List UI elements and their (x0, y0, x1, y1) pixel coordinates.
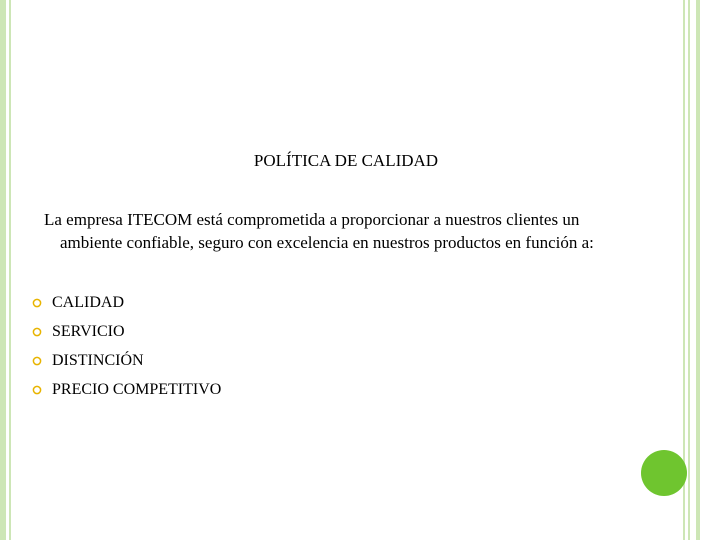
right-border-thin-2 (688, 0, 690, 540)
right-border-thin (683, 0, 685, 540)
paragraph-line-2: ambiente confiable, seguro con excelencia en nuestros productos en función a: (60, 233, 594, 252)
ring-bullet-icon (28, 380, 48, 400)
ring-bullet-icon (28, 351, 48, 371)
policy-paragraph (44, 208, 674, 254)
list-item (28, 288, 221, 317)
green-circle-decoration (641, 450, 687, 496)
bullet-text: PRECIO COMPETITIVO (52, 380, 222, 398)
bullet-text: SERVICIO (52, 322, 125, 340)
bullet-text: DISTINCIÓN (52, 351, 144, 369)
left-border-thin (9, 0, 11, 540)
list-item (28, 346, 221, 375)
list-item (28, 317, 221, 346)
ring-bullet-icon (28, 322, 48, 342)
list-item (28, 375, 221, 404)
left-border-thick (0, 0, 6, 540)
ring-bullet-icon (28, 293, 48, 313)
slide-title: POLÍTICA DE CALIDAD (253, 151, 439, 170)
paragraph-line-1: La empresa ITECOM está comprometida a proporcionar a nuestros clientes un (44, 210, 580, 229)
right-border-thick (696, 0, 700, 540)
bullet-list (28, 288, 221, 404)
bullet-text: CALIDAD (52, 293, 124, 311)
